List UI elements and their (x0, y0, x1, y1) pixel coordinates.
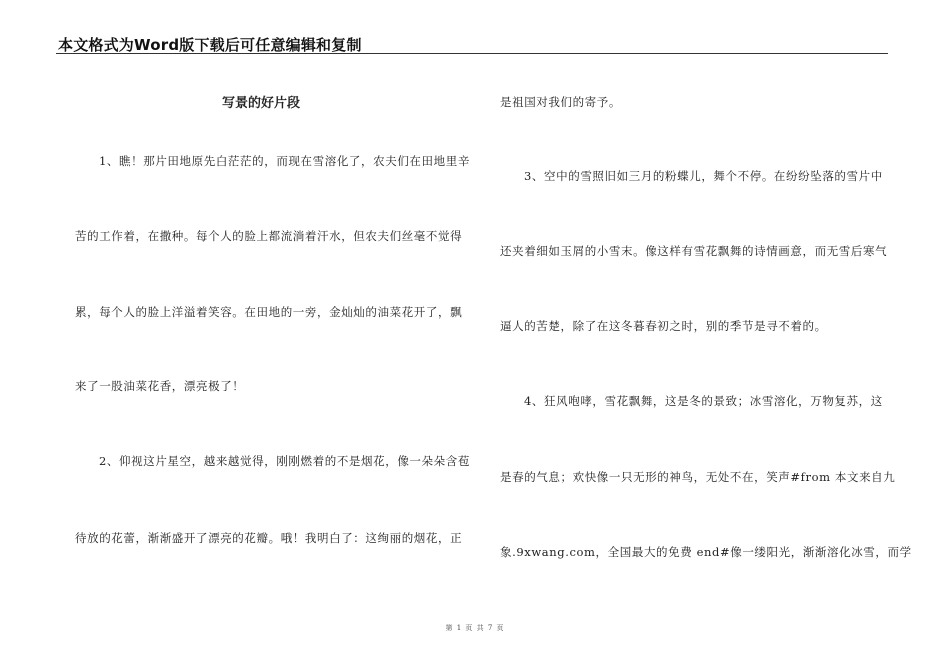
paragraph-line: 象.9xwang.com，全国最大的免费 end#像一缕阳光，渐渐溶化冰雪，而学 (500, 545, 912, 559)
paragraph-line: 2、仰视这片星空，越来越觉得，刚刚燃着的不是烟花，像一朵朵含苞 (99, 454, 470, 468)
paragraph-line: 4、狂风咆哮，雪花飘舞，这是冬的景致；冰雪溶化，万物复苏，这 (524, 394, 883, 408)
article-title: 写景的好片段 (222, 96, 301, 111)
paragraph-line: 苦的工作着，在撒种。每个人的脸上都流淌着汗水，但农夫们丝毫不觉得 (75, 229, 463, 243)
header-divider (56, 53, 888, 54)
paragraph-line: 是春的气息；欢快像一只无形的神鸟，无处不在，笑声#from 本文来自九 (500, 470, 896, 484)
paragraph-line: 1、瞧！那片田地原先白茫茫的，而现在雪溶化了，农夫们在田地里辛 (99, 154, 470, 168)
paragraph-line: 逼人的苦楚，除了在这冬暮春初之时，别的季节是寻不着的。 (500, 319, 827, 333)
paragraph-line: 还夹着细如玉屑的小雪末。像这样有雪花飘舞的诗情画意，而无雪后寒气 (500, 244, 888, 258)
paragraph-line: 是祖国对我们的寄予。 (500, 95, 621, 109)
paragraph-line: 3、空中的雪照旧如三月的粉蝶儿，舞个不停。在纷纷坠落的雪片中 (524, 169, 883, 183)
paragraph-line: 待放的花蕾，渐渐盛开了漂亮的花瓣。哦！我明白了：这绚丽的烟花，正 (75, 531, 463, 545)
paragraph-line: 来了一股油菜花香，漂亮极了！ (75, 379, 245, 393)
page-number-footer: 第 1 页 共 7 页 (445, 624, 505, 632)
document-header-title: 本文格式为Word版下载后可任意编辑和复制 (58, 36, 362, 54)
paragraph-line: 累，每个人的脸上洋溢着笑容。在田地的一旁，金灿灿的油菜花开了，飘 (75, 305, 463, 319)
